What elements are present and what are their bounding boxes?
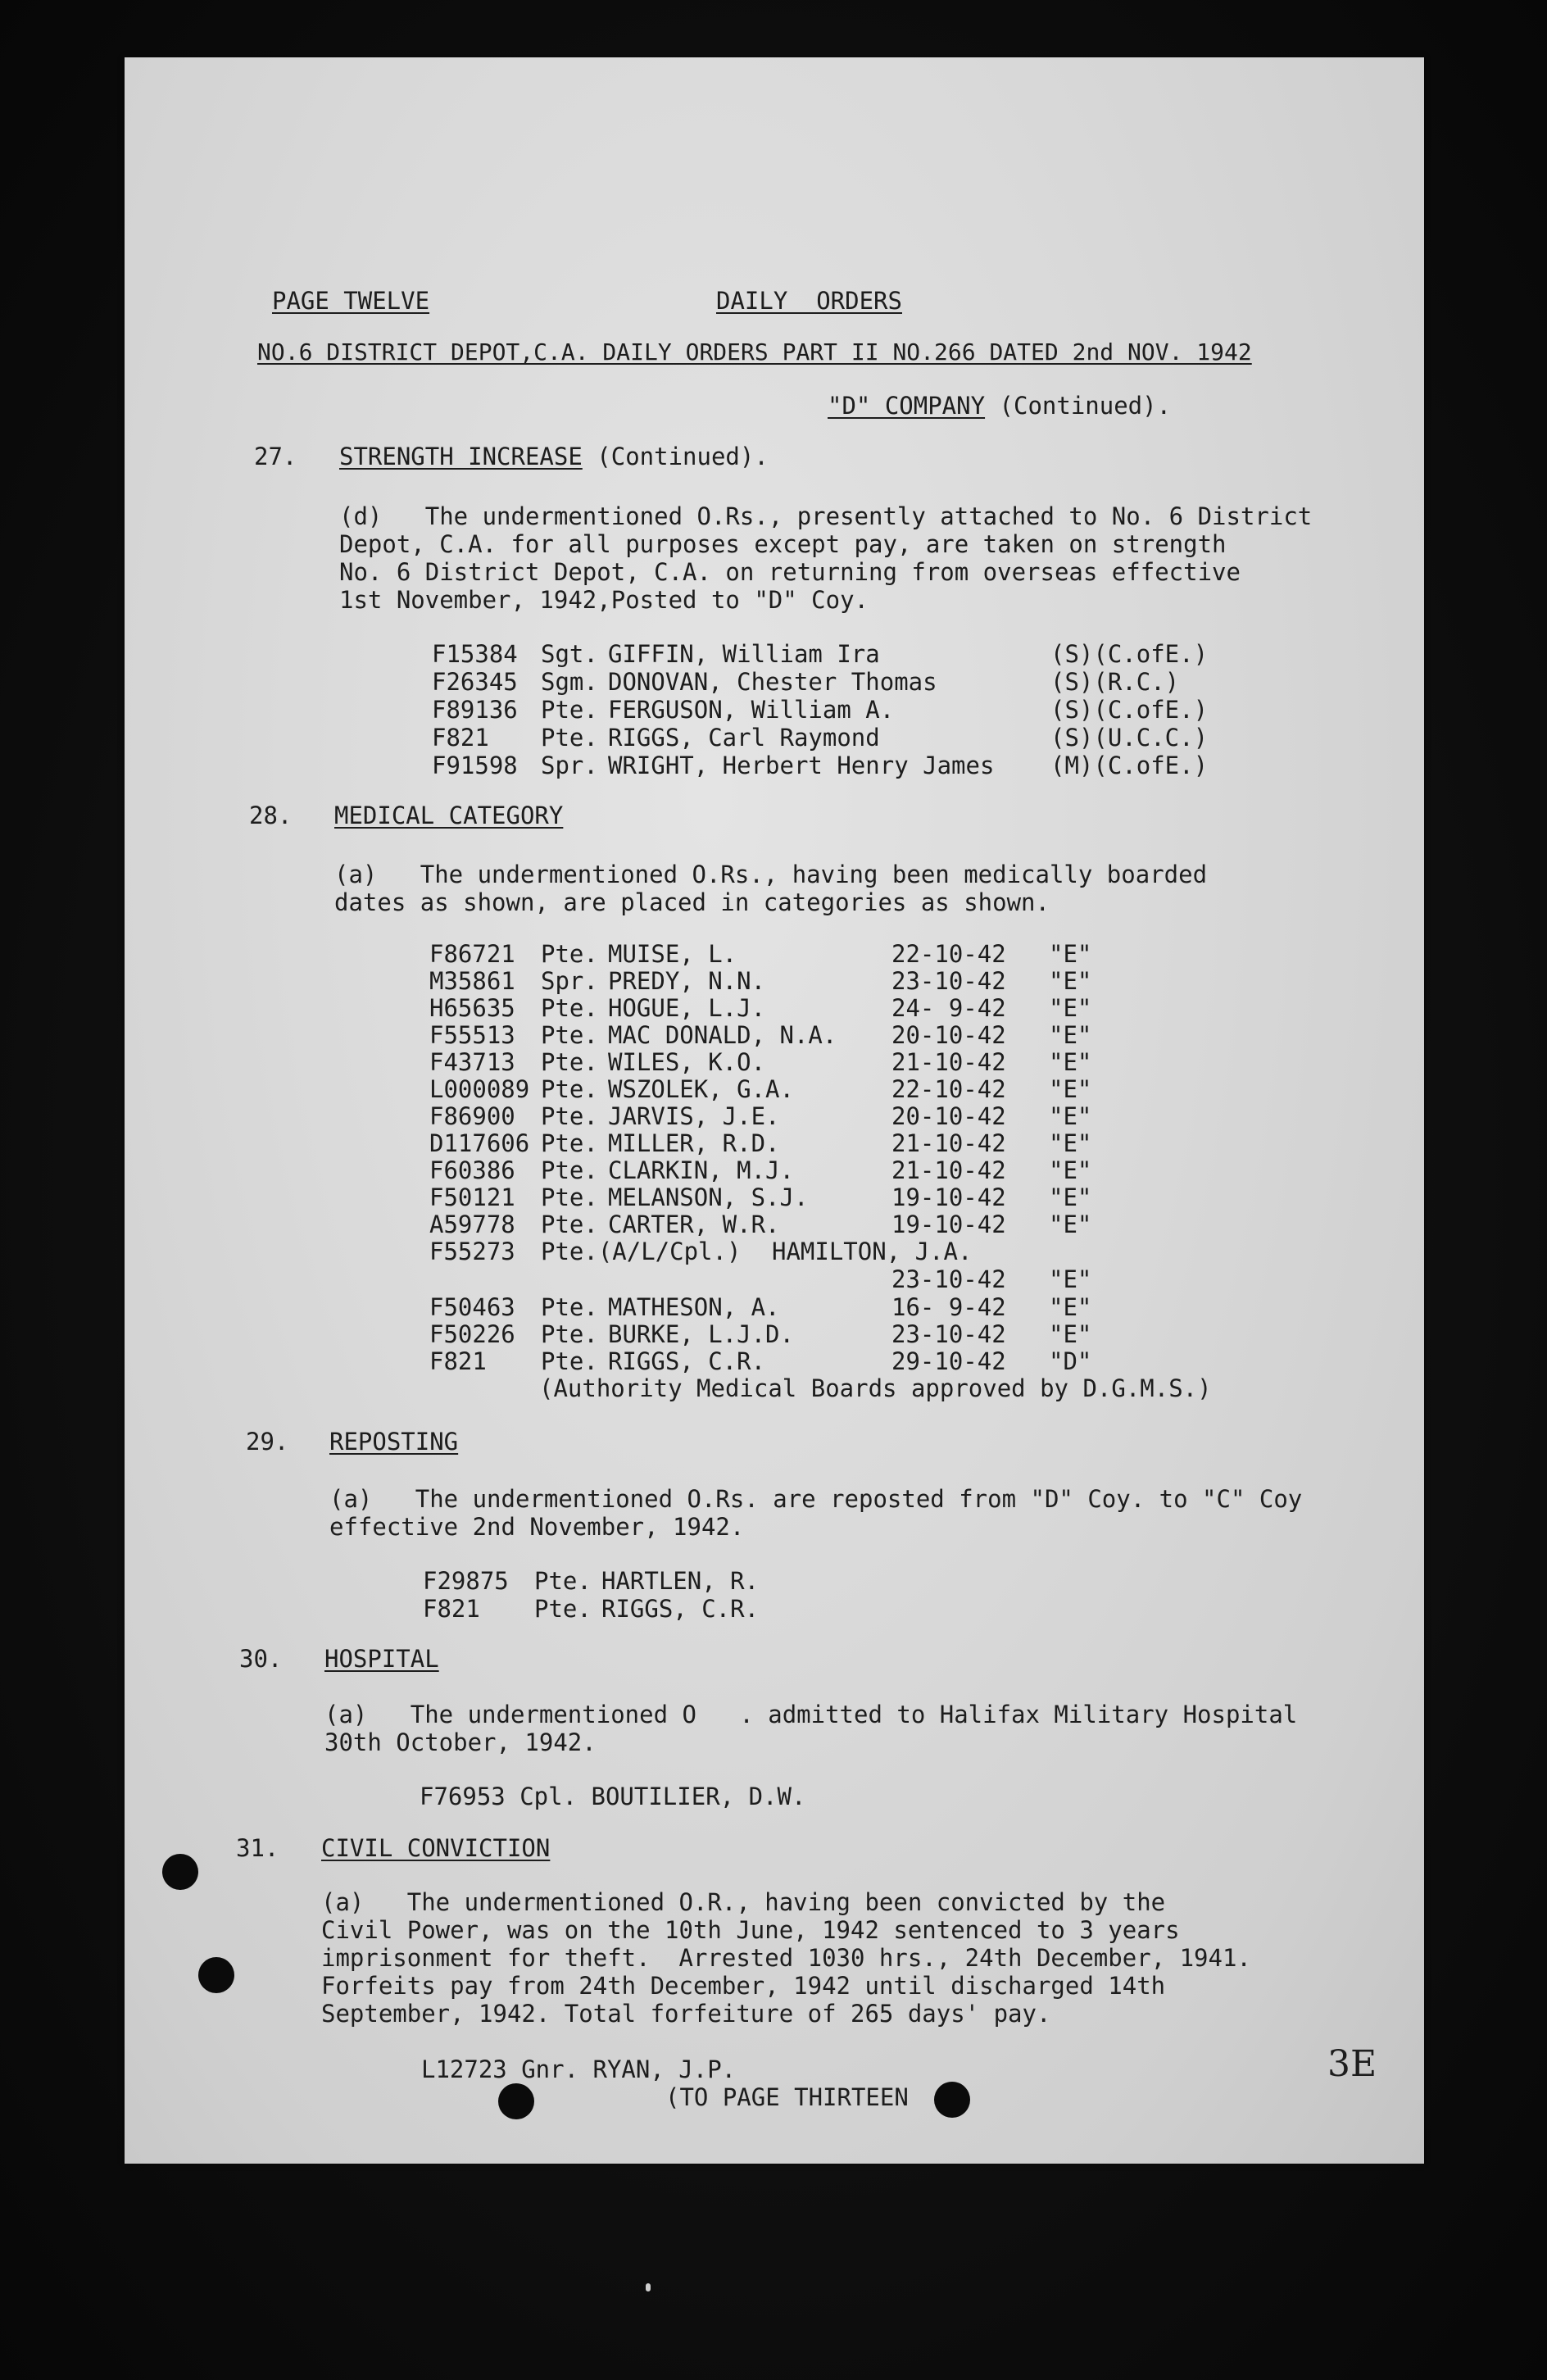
rank: Pte.	[541, 1210, 598, 1238]
film-speck	[646, 2283, 651, 2291]
board-date: 22-10-42	[891, 940, 1006, 968]
regimental-number: F821	[423, 1595, 480, 1623]
board-date: 22-10-42	[891, 1075, 1006, 1103]
rank: Sgm.	[541, 668, 598, 696]
regimental-number: L000089	[429, 1075, 530, 1103]
board-date: 19-10-42	[891, 1210, 1006, 1238]
section-title-suffix: (Continued).	[582, 443, 769, 470]
category: (S)(U.C.C.)	[1050, 724, 1209, 752]
paragraph-line: September, 1942. Total forfeiture of 265 days' pay.	[321, 2000, 1051, 2028]
regimental-number: F821	[432, 724, 489, 752]
member-name: WSZOLEK, G.A.	[608, 1075, 794, 1103]
punch-hole	[198, 1957, 234, 1993]
regimental-number: M35861	[429, 967, 515, 995]
rank: Pte.	[541, 696, 598, 724]
regimental-number: H65635	[429, 994, 515, 1022]
handwritten-page-mark: 3E	[1327, 2043, 1377, 2085]
punch-hole	[934, 2082, 970, 2118]
rank: Pte.	[541, 994, 598, 1022]
category: "E"	[1049, 967, 1092, 995]
section-number: 31.	[236, 1834, 279, 1862]
board-date: 21-10-42	[891, 1156, 1006, 1184]
document-subtitle: NO.6 DISTRICT DEPOT,C.A. DAILY ORDERS PART II NO.266 DATED 2nd NOV. 1942	[257, 338, 1252, 366]
regimental-number: F50121	[429, 1183, 515, 1211]
paragraph-line: 30th October, 1942.	[324, 1728, 597, 1756]
board-date: 29-10-42	[891, 1347, 1006, 1375]
section-title: CIVIL CONVICTION	[321, 1834, 551, 1862]
rank: Pte.	[541, 1129, 598, 1157]
rank: Pte.	[541, 1102, 598, 1130]
category: "E"	[1049, 1265, 1092, 1293]
member-name: CLARKIN, M.J.	[608, 1156, 794, 1184]
member-name: WRIGHT, Herbert Henry James	[608, 752, 995, 779]
paragraph-line: Civil Power, was on the 10th June, 1942 sentenced to 3 years	[321, 1916, 1180, 1944]
rank: Spr.	[541, 752, 598, 779]
paragraph-line: effective 2nd November, 1942.	[329, 1513, 745, 1541]
regimental-number: F91598	[432, 752, 518, 779]
member-name: PREDY, N.N.	[608, 967, 766, 995]
paragraph-line: Forfeits pay from 24th December, 1942 until discharged 14th	[321, 1972, 1166, 2000]
member-name: WILES, K.O.	[608, 1048, 766, 1076]
category: "E"	[1049, 1075, 1092, 1103]
category: "E"	[1049, 1021, 1092, 1049]
category: (S)(R.C.)	[1050, 668, 1180, 696]
board-date: 19-10-42	[891, 1183, 1006, 1211]
rank: Pte.	[541, 1075, 598, 1103]
paragraph-line: 1st November, 1942,Posted to "D" Coy.	[339, 586, 869, 614]
regimental-number: F26345	[432, 668, 518, 696]
category: "E"	[1049, 1293, 1092, 1321]
regimental-number: F15384	[432, 640, 518, 668]
board-date: 20-10-42	[891, 1021, 1006, 1049]
paragraph-line: imprisonment for theft. Arrested 1030 hrs., 24th December, 1941.	[321, 1944, 1251, 1972]
member-name: HAMILTON, J.A.	[772, 1238, 973, 1265]
paragraph-line: No. 6 District Depot, C.A. on returning from overseas effective	[339, 558, 1241, 586]
regimental-number: F50226	[429, 1320, 515, 1348]
member-name: DONOVAN, Chester Thomas	[608, 668, 937, 696]
category: "E"	[1049, 1320, 1092, 1348]
document-title: DAILY ORDERS	[716, 287, 902, 315]
category: "E"	[1049, 1183, 1092, 1211]
rank: Pte.(A/L/Cpl.)	[541, 1238, 742, 1265]
regimental-number: F86721	[429, 940, 515, 968]
board-date: 21-10-42	[891, 1048, 1006, 1076]
paragraph-line: (d) The undermentioned O.Rs., presently attached to No. 6 District	[339, 502, 1313, 530]
regimental-number: F89136	[432, 696, 518, 724]
rank: Pte.	[541, 724, 598, 752]
rank: Pte.	[541, 1320, 598, 1348]
category: "E"	[1049, 994, 1092, 1022]
rank: Pte.	[541, 1156, 598, 1184]
paragraph-line: (a) The undermentioned O . admitted to Halifax Military Hospital	[324, 1701, 1298, 1728]
regimental-number: F86900	[429, 1102, 515, 1130]
document-body	[125, 57, 1424, 2164]
member-name: MATHESON, A.	[608, 1293, 780, 1321]
paragraph-line: (a) The undermentioned O.Rs., having been medically boarded	[334, 861, 1208, 888]
paragraph-line: Depot, C.A. for all purposes except pay, are taken on strength	[339, 530, 1227, 558]
regimental-number: F29875	[423, 1567, 509, 1595]
category: "E"	[1049, 1156, 1092, 1184]
rank: Spr.	[541, 967, 598, 995]
board-date: 16- 9-42	[891, 1293, 1006, 1321]
category: "E"	[1049, 1210, 1092, 1238]
authority-note: (Authority Medical Boards approved by D.G.M.S.)	[539, 1374, 1212, 1402]
rank: Sgt.	[541, 640, 598, 668]
company-suffix: (Continued).	[985, 392, 1172, 420]
section-title: REPOSTING	[329, 1428, 459, 1456]
regimental-number: D117606	[429, 1129, 530, 1157]
rank: Pte.	[534, 1567, 592, 1595]
rank: Pte.	[534, 1595, 592, 1623]
regimental-number: F50463	[429, 1293, 515, 1321]
category: "E"	[1049, 1048, 1092, 1076]
board-date: 23-10-42	[891, 967, 1006, 995]
member-name: MELANSON, S.J.	[608, 1183, 809, 1211]
regimental-number: F60386	[429, 1156, 515, 1184]
member-name: MUISE, L.	[608, 940, 737, 968]
category: (S)(C.ofE.)	[1050, 640, 1209, 668]
member-name: RIGGS, Carl Raymond	[608, 724, 880, 752]
list-item: F76953 Cpl. BOUTILIER, D.W.	[420, 1783, 806, 1810]
paragraph-line: (a) The undermentioned O.Rs. are reposted from "D" Coy. to "C" Coy	[329, 1485, 1303, 1513]
category: (M)(C.ofE.)	[1050, 752, 1209, 779]
board-date: 20-10-42	[891, 1102, 1006, 1130]
regimental-number: F821	[429, 1347, 487, 1375]
regimental-number: A59778	[429, 1210, 515, 1238]
list-item: L12723 Gnr. RYAN, J.P.	[421, 2055, 737, 2083]
member-name: BURKE, L.J.D.	[608, 1320, 794, 1348]
member-name: RIGGS, C.R.	[608, 1347, 766, 1375]
section-number: 30.	[239, 1645, 283, 1673]
rank: Pte.	[541, 1347, 598, 1375]
company-heading	[828, 392, 1171, 420]
page-label: PAGE TWELVE	[272, 287, 430, 315]
section-heading	[339, 443, 769, 470]
member-name: CARTER, W.R.	[608, 1210, 780, 1238]
member-name: MAC DONALD, N.A.	[608, 1021, 837, 1049]
continuation-note: (TO PAGE THIRTEEN	[665, 2083, 909, 2111]
paragraph-line: (a) The undermentioned O.R., having been convicted by the	[321, 1888, 1166, 1916]
punch-hole	[498, 2083, 534, 2119]
regimental-number: F55273	[429, 1238, 515, 1265]
section-number: 28.	[249, 802, 293, 829]
member-name: GIFFIN, William Ira	[608, 640, 880, 668]
board-date: 24- 9-42	[891, 994, 1006, 1022]
section-title: MEDICAL CATEGORY	[334, 802, 564, 829]
member-name: MILLER, R.D.	[608, 1129, 780, 1157]
member-name: JARVIS, J.E.	[608, 1102, 780, 1130]
rank: Pte.	[541, 1021, 598, 1049]
board-date: 21-10-42	[891, 1129, 1006, 1157]
rank: Pte.	[541, 1293, 598, 1321]
section-number: 29.	[246, 1428, 289, 1456]
section-number: 27.	[254, 443, 297, 470]
document-page	[125, 57, 1424, 2164]
section-title: STRENGTH INCREASE	[339, 443, 583, 470]
paragraph-line: dates as shown, are placed in categories as shown.	[334, 888, 1050, 916]
member-name: HOGUE, L.J.	[608, 994, 766, 1022]
category: "E"	[1049, 1129, 1092, 1157]
member-name: HARTLEN, R.	[601, 1567, 760, 1595]
category: "D"	[1049, 1347, 1092, 1375]
board-date: 23-10-42	[891, 1265, 1006, 1293]
section-title: HOSPITAL	[324, 1645, 439, 1673]
company-name: "D" COMPANY	[828, 392, 986, 420]
rank: Pte.	[541, 1048, 598, 1076]
regimental-number: F55513	[429, 1021, 515, 1049]
rank: Pte.	[541, 1183, 598, 1211]
category: "E"	[1049, 1102, 1092, 1130]
category: "E"	[1049, 940, 1092, 968]
category: (S)(C.ofE.)	[1050, 696, 1209, 724]
member-name: FERGUSON, William A.	[608, 696, 895, 724]
punch-hole	[162, 1854, 198, 1890]
board-date: 23-10-42	[891, 1320, 1006, 1348]
member-name: RIGGS, C.R.	[601, 1595, 760, 1623]
rank: Pte.	[541, 940, 598, 968]
regimental-number: F43713	[429, 1048, 515, 1076]
